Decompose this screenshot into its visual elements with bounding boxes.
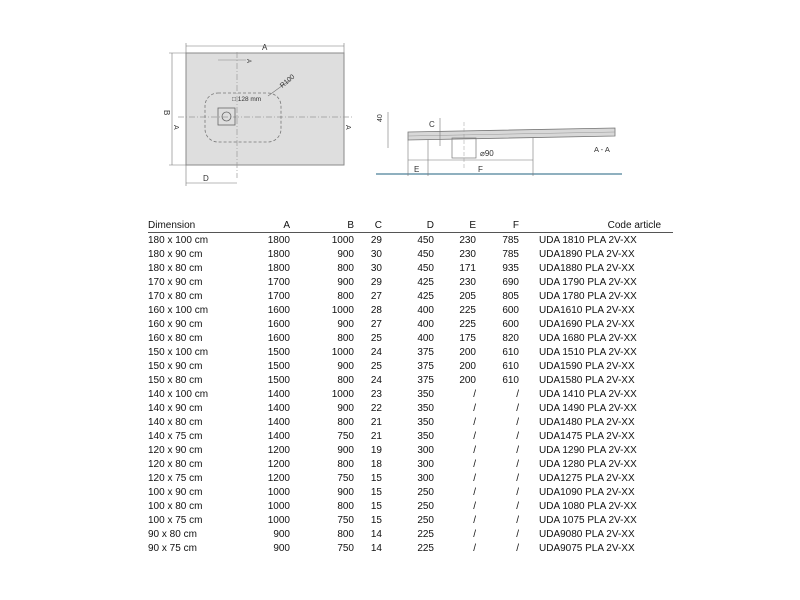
cell-b: 1000 — [331, 346, 354, 358]
cell-f: 805 — [502, 290, 519, 302]
section-mark-left: A — [172, 125, 179, 130]
cell-dimension: 180 x 100 cm — [148, 234, 209, 246]
cell-code-article: UDA 1410 PLA 2V-XX — [539, 388, 637, 400]
table-row — [148, 247, 673, 261]
cell-d: 250 — [417, 500, 434, 512]
cell-d: 400 — [417, 318, 434, 330]
cell-dimension: 150 x 80 cm — [148, 374, 203, 386]
cell-dimension: 160 x 80 cm — [148, 332, 203, 344]
header-a: A — [252, 218, 290, 233]
cell-e: 230 — [459, 248, 476, 260]
section-label: A - A — [594, 145, 610, 154]
cell-e: / — [473, 472, 476, 484]
header-code-article: Code article — [519, 218, 673, 233]
cell-c: 14 — [370, 528, 382, 540]
cell-c: 25 — [370, 332, 382, 344]
table-row — [148, 331, 673, 345]
cell-e: 225 — [459, 304, 476, 316]
cell-code-article: UDA 1290 PLA 2V-XX — [539, 444, 637, 456]
cell-code-article: UDA 1080 PLA 2V-XX — [539, 500, 637, 512]
cell-code-article: UDA 1510 PLA 2V-XX — [539, 346, 637, 358]
table-body — [148, 233, 673, 556]
table-row — [148, 527, 673, 541]
cell-e: / — [473, 444, 476, 456]
top-view — [162, 43, 354, 186]
cell-f: 935 — [502, 262, 519, 274]
cell-a: 1000 — [267, 486, 290, 498]
drain-diameter-label: ⌀90 — [480, 149, 494, 158]
cell-dimension: 160 x 90 cm — [148, 318, 203, 330]
cell-a: 1500 — [267, 360, 290, 372]
cell-a: 1500 — [267, 346, 290, 358]
cell-b: 750 — [337, 472, 354, 484]
cell-c: 24 — [370, 346, 382, 358]
cell-e: / — [473, 514, 476, 526]
table-row — [148, 499, 673, 513]
cell-a: 1000 — [267, 514, 290, 526]
cell-c: 24 — [370, 374, 382, 386]
cell-code-article: UDA9075 PLA 2V-XX — [539, 542, 635, 554]
cell-b: 900 — [337, 248, 354, 260]
cell-b: 800 — [337, 374, 354, 386]
cell-a: 1400 — [267, 430, 290, 442]
cell-b: 1000 — [331, 234, 354, 246]
cell-c: 28 — [370, 304, 382, 316]
cell-dimension: 120 x 75 cm — [148, 472, 203, 484]
cell-code-article: UDA1475 PLA 2V-XX — [539, 430, 635, 442]
cell-a: 1800 — [267, 248, 290, 260]
section-view — [376, 112, 622, 176]
table-row — [148, 289, 673, 303]
cell-a: 1600 — [267, 304, 290, 316]
cell-b: 750 — [337, 542, 354, 554]
cell-d: 300 — [417, 472, 434, 484]
cell-d: 350 — [417, 402, 434, 414]
table-row — [148, 387, 673, 401]
cell-e: 200 — [459, 374, 476, 386]
table-row — [148, 513, 673, 527]
cell-dimension: 150 x 90 cm — [148, 360, 203, 372]
cell-dimension: 100 x 80 cm — [148, 500, 203, 512]
cell-code-article: UDA1090 PLA 2V-XX — [539, 486, 635, 498]
cell-dimension: 140 x 75 cm — [148, 430, 203, 442]
table-row — [148, 303, 673, 317]
cell-d: 375 — [417, 374, 434, 386]
table-row — [148, 415, 673, 429]
cell-a: 1500 — [267, 374, 290, 386]
cell-d: 400 — [417, 304, 434, 316]
dim-top-offset-label: A — [245, 59, 251, 64]
table-row — [148, 233, 673, 248]
cell-b: 800 — [337, 528, 354, 540]
dim-c-label: C — [429, 120, 435, 129]
cell-f: 610 — [502, 374, 519, 386]
cell-code-article: UDA1580 PLA 2V-XX — [539, 374, 635, 386]
cell-code-article: UDA9080 PLA 2V-XX — [539, 528, 635, 540]
header-b: B — [290, 218, 354, 233]
dim-f-label: F — [478, 165, 483, 174]
cell-a: 1000 — [267, 500, 290, 512]
cell-e: / — [473, 542, 476, 554]
cell-f: / — [516, 458, 519, 470]
cell-f: / — [516, 430, 519, 442]
cell-a: 1700 — [267, 276, 290, 288]
cell-code-article: UDA 1490 PLA 2V-XX — [539, 402, 637, 414]
cell-b: 800 — [337, 332, 354, 344]
table-header-row — [148, 218, 673, 233]
cell-e: / — [473, 528, 476, 540]
cell-c: 21 — [370, 416, 382, 428]
cell-f: 600 — [502, 318, 519, 330]
cell-d: 350 — [417, 416, 434, 428]
header-e: E — [434, 218, 476, 233]
cell-b: 1000 — [331, 304, 354, 316]
cell-a: 1700 — [267, 290, 290, 302]
cell-e: / — [473, 402, 476, 414]
cell-a: 900 — [273, 528, 290, 540]
cell-a: 1400 — [267, 402, 290, 414]
cell-d: 225 — [417, 528, 434, 540]
cell-b: 900 — [337, 318, 354, 330]
cell-c: 14 — [370, 542, 382, 554]
cell-d: 450 — [417, 262, 434, 274]
cell-d: 250 — [417, 486, 434, 498]
cell-f: 600 — [502, 304, 519, 316]
cell-code-article: UDA 1680 PLA 2V-XX — [539, 332, 637, 344]
cell-f: 690 — [502, 276, 519, 288]
cell-d: 425 — [417, 290, 434, 302]
cell-c: 30 — [370, 262, 382, 274]
cell-c: 15 — [370, 514, 382, 526]
cell-f: 820 — [502, 332, 519, 344]
cell-b: 900 — [337, 276, 354, 288]
table-row — [148, 373, 673, 387]
table-row — [148, 429, 673, 443]
table-row — [148, 401, 673, 415]
cell-e: / — [473, 458, 476, 470]
cell-e: 230 — [459, 276, 476, 288]
cell-code-article: UDA1480 PLA 2V-XX — [539, 416, 635, 428]
cell-dimension: 90 x 75 cm — [148, 542, 197, 554]
cell-a: 1800 — [267, 234, 290, 246]
table-row — [148, 485, 673, 499]
cell-a: 1200 — [267, 444, 290, 456]
tray-top-view — [186, 53, 344, 165]
cell-b: 800 — [337, 416, 354, 428]
cell-b: 900 — [337, 486, 354, 498]
cell-e: 205 — [459, 290, 476, 302]
cell-code-article: UDA 1280 PLA 2V-XX — [539, 458, 637, 470]
cell-f: 785 — [502, 248, 519, 260]
cell-code-article: UDA 1810 PLA 2V-XX — [539, 234, 637, 246]
cell-a: 1600 — [267, 332, 290, 344]
cell-d: 350 — [417, 388, 434, 400]
cell-f: / — [516, 388, 519, 400]
cell-code-article: UDA 1075 PLA 2V-XX — [539, 514, 637, 526]
table-row — [148, 345, 673, 359]
cell-e: / — [473, 430, 476, 442]
cell-d: 425 — [417, 276, 434, 288]
radius-label: R100 — [279, 73, 297, 90]
cell-f: / — [516, 486, 519, 498]
cell-dimension: 180 x 80 cm — [148, 262, 203, 274]
dimensions-table — [148, 218, 673, 555]
cell-c: 15 — [370, 472, 382, 484]
cell-f: / — [516, 528, 519, 540]
header-f: F — [476, 218, 519, 233]
cell-c: 29 — [370, 276, 382, 288]
dim-d-label: D — [203, 174, 209, 183]
cell-dimension: 160 x 100 cm — [148, 304, 209, 316]
cell-dimension: 170 x 80 cm — [148, 290, 203, 302]
cell-b: 1000 — [331, 388, 354, 400]
header-d: D — [382, 218, 434, 233]
cell-code-article: UDA 1780 PLA 2V-XX — [539, 290, 637, 302]
table-row — [148, 471, 673, 485]
cell-c: 29 — [370, 234, 382, 246]
cell-e: 230 — [459, 234, 476, 246]
header-c: C — [354, 218, 382, 233]
cell-b: 900 — [337, 444, 354, 456]
cell-d: 450 — [417, 234, 434, 246]
cell-dimension: 140 x 90 cm — [148, 402, 203, 414]
cell-b: 900 — [337, 360, 354, 372]
cell-b: 800 — [337, 262, 354, 274]
cell-c: 18 — [370, 458, 382, 470]
cell-f: / — [516, 542, 519, 554]
cell-dimension: 90 x 80 cm — [148, 528, 197, 540]
cell-c: 23 — [370, 388, 382, 400]
cell-d: 375 — [417, 346, 434, 358]
cell-d: 300 — [417, 444, 434, 456]
cell-code-article: UDA 1790 PLA 2V-XX — [539, 276, 637, 288]
cell-dimension: 100 x 90 cm — [148, 486, 203, 498]
cell-dimension: 150 x 100 cm — [148, 346, 209, 358]
cell-b: 750 — [337, 430, 354, 442]
cell-f: 610 — [502, 360, 519, 372]
cell-code-article: UDA1590 PLA 2V-XX — [539, 360, 635, 372]
dim-height-label: 40 — [377, 114, 384, 122]
cell-c: 30 — [370, 248, 382, 260]
cell-d: 350 — [417, 430, 434, 442]
cell-b: 800 — [337, 290, 354, 302]
cell-code-article: UDA1880 PLA 2V-XX — [539, 262, 635, 274]
square-label: □ 128 mm — [232, 96, 262, 103]
section-mark-right: A — [344, 125, 351, 130]
dim-b-label: B — [162, 110, 171, 116]
cell-b: 800 — [337, 500, 354, 512]
table-row — [148, 275, 673, 289]
cell-a: 1200 — [267, 472, 290, 484]
cell-d: 250 — [417, 514, 434, 526]
cell-c: 19 — [370, 444, 382, 456]
table-row — [148, 457, 673, 471]
cell-d: 400 — [417, 332, 434, 344]
cell-dimension: 120 x 90 cm — [148, 444, 203, 456]
cell-dimension: 180 x 90 cm — [148, 248, 203, 260]
cell-c: 22 — [370, 402, 382, 414]
cell-a: 1800 — [267, 262, 290, 274]
cell-d: 300 — [417, 458, 434, 470]
cell-f: / — [516, 416, 519, 428]
cell-e: 200 — [459, 346, 476, 358]
cell-dimension: 140 x 100 cm — [148, 388, 209, 400]
table-row — [148, 443, 673, 457]
cell-a: 1600 — [267, 318, 290, 330]
cell-dimension: 140 x 80 cm — [148, 416, 203, 428]
cell-e: 171 — [459, 262, 476, 274]
cell-e: / — [473, 416, 476, 428]
dim-a-label: A — [262, 43, 268, 52]
cell-e: / — [473, 486, 476, 498]
cell-a: 1400 — [267, 416, 290, 428]
cell-f: / — [516, 514, 519, 526]
cell-b: 800 — [337, 458, 354, 470]
header-dimension: Dimension — [148, 218, 252, 233]
cell-c: 27 — [370, 318, 382, 330]
cell-c: 15 — [370, 500, 382, 512]
table-row — [148, 317, 673, 331]
cell-code-article: UDA1890 PLA 2V-XX — [539, 248, 635, 260]
cell-d: 375 — [417, 360, 434, 372]
cell-code-article: UDA1690 PLA 2V-XX — [539, 318, 635, 330]
cell-e: 175 — [459, 332, 476, 344]
cell-c: 21 — [370, 430, 382, 442]
table-row — [148, 261, 673, 275]
technical-drawing — [0, 0, 800, 215]
cell-dimension: 100 x 75 cm — [148, 514, 203, 526]
cell-c: 15 — [370, 486, 382, 498]
table-row — [148, 359, 673, 373]
cell-f: / — [516, 500, 519, 512]
cell-d: 450 — [417, 248, 434, 260]
cell-a: 1200 — [267, 458, 290, 470]
table-row — [148, 541, 673, 555]
cell-d: 225 — [417, 542, 434, 554]
cell-e: 200 — [459, 360, 476, 372]
cell-f: / — [516, 402, 519, 414]
cell-code-article: UDA1275 PLA 2V-XX — [539, 472, 635, 484]
cell-b: 900 — [337, 402, 354, 414]
cell-e: / — [473, 388, 476, 400]
cell-e: 225 — [459, 318, 476, 330]
cell-f: / — [516, 472, 519, 484]
dim-e-label: E — [414, 165, 420, 174]
cell-f: / — [516, 444, 519, 456]
cell-code-article: UDA1610 PLA 2V-XX — [539, 304, 635, 316]
cell-b: 750 — [337, 514, 354, 526]
cell-a: 1400 — [267, 388, 290, 400]
cell-dimension: 120 x 80 cm — [148, 458, 203, 470]
cell-f: 785 — [502, 234, 519, 246]
cell-dimension: 170 x 90 cm — [148, 276, 203, 288]
cell-c: 25 — [370, 360, 382, 372]
cell-c: 27 — [370, 290, 382, 302]
cell-e: / — [473, 500, 476, 512]
cell-a: 900 — [273, 542, 290, 554]
cell-f: 610 — [502, 346, 519, 358]
